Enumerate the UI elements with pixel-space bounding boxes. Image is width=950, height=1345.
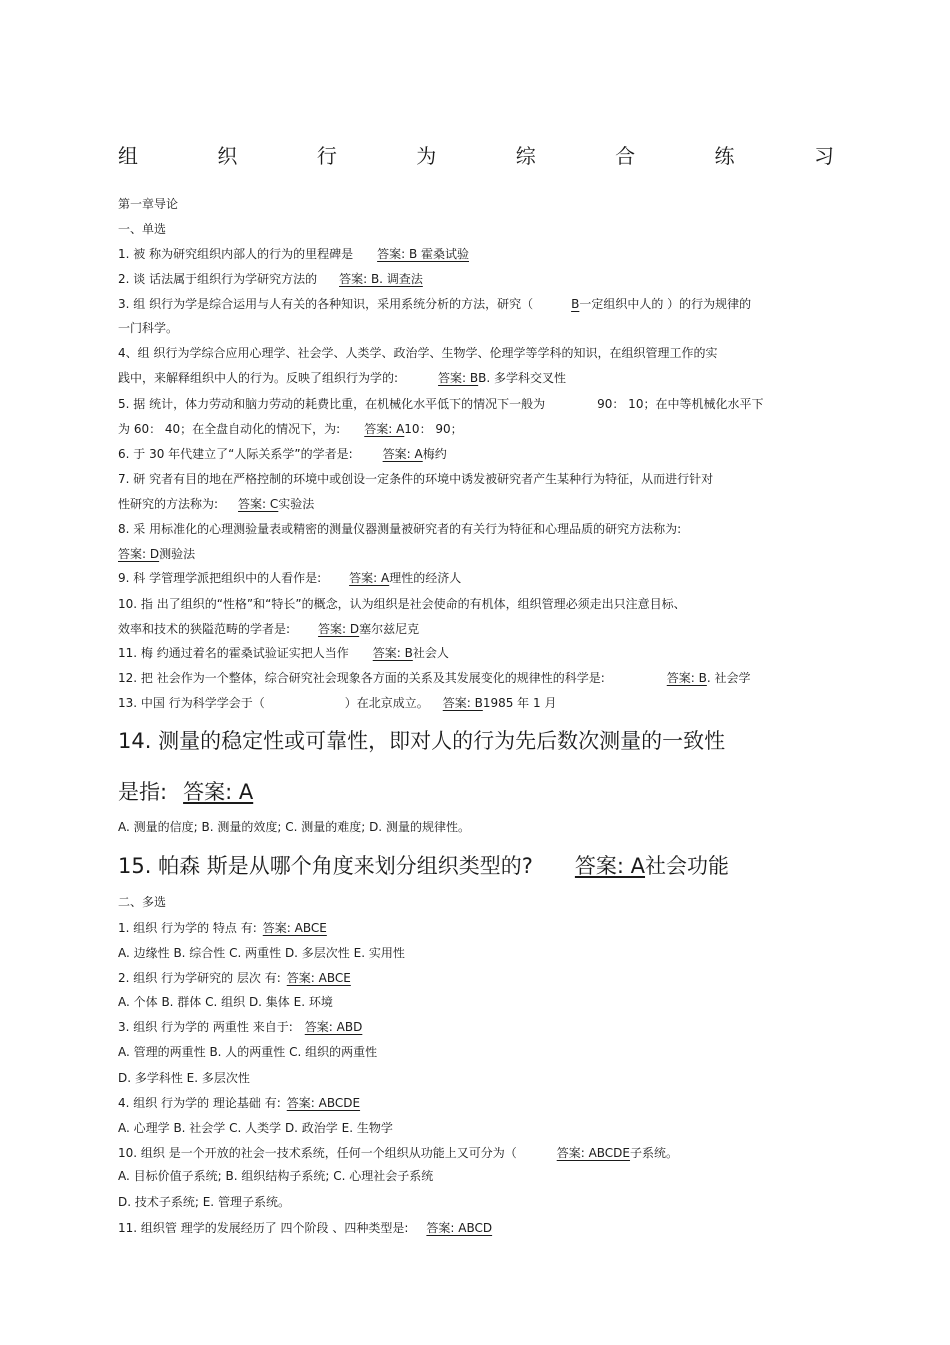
answer: 答案: ABCDE [286,1096,361,1110]
title-char: 织 [217,144,238,168]
question-12: 12. 把 社会作为一个整体，综合研究社会现象各方面的关系及其发展变化的规律性的科学是: 答案: B. 社会学 [118,671,751,685]
answer: 答案: A [364,422,405,436]
question-5: 5. 据 统计，体力劳动和脑力劳动的耗费比重，在机械化水平低下的情况下一般为 90： 10；在中等机械化水平下 [118,397,764,411]
question-14: 14. 测量的稳定性或可靠性，即对人的行为先后数次测量的一致性 [118,729,726,753]
question-11: 11. 梅 约通过着名的霍桑试验证实把人当作 答案: B社会人 [118,646,449,660]
question-5-cont: 为 60： 40；在全盘自动化的情况下，为: 答案: A10： 90； [118,422,463,436]
answer: 答案: B [442,696,483,710]
multi-question-1-options: A. 边缘性 B. 综合性 C. 两重性 D. 多层次性 E. 实用性 [118,946,405,960]
question-8-cont: 答案: D测验法 [118,547,196,561]
question-14-cont: 是指: 答案: A [118,780,254,804]
title-char: 为 [416,144,437,168]
question-4-cont: 践中，来解释组织中人的行为。反映了组织行为学的: 答案: BB. 多学科交叉性 [118,371,567,385]
answer: 答案: ABCE [262,921,327,935]
title-char: 练 [714,144,735,168]
multi-question-11: 11. 组织管 理学的发展经历了 四个阶段 、四种类型是: 答案: ABCD [118,1221,493,1235]
answer: 答案: B [438,371,479,385]
answer: 答案: ABCE [286,971,351,985]
multi-question-3-options: A. 管理的两重性 B. 人的两重性 C. 组织的两重性 [118,1045,378,1059]
title-char: 组 [118,144,138,168]
question-4: 4、组 织行为学综合应用心理学、社会学、人类学、政治学、生物学、伦理学等学科的知识，在组织管理工作的实 [118,346,718,360]
question-8: 8. 采 用标准化的心理测验量表或精密的测量仪器测量被研究者的有关行为特征和心理品质的研究方法称为: [118,522,682,536]
answer: 答案: A [574,854,646,878]
multi-question-10-options-2: D. 技术子系统; E. 管理子系统。 [118,1195,290,1209]
question-3: 3. 组 织行为学是综合运用与人有关的各种知识，采用系统分析的方法，研究（ B一定组织中人的 ）的行为规律的 [118,297,752,311]
answer: 答案: A [382,447,423,461]
multi-question-10-options: A. 目标价值子系统; B. 组织结构子系统; C. 心理社会子系统 [118,1169,434,1183]
question-10-cont: 效率和技术的狭隘范畴的学者是: 答案: D塞尔兹尼克 [118,622,420,636]
question-15: 15. 帕森 斯是从哪个角度来划分组织类型的? 答案: A社会功能 [118,854,730,878]
question-13: 13. 中国 行为科学学会于（ ）在北京成立。 答案: B1985 年 1 月 [118,696,557,710]
section-multiple-choice: 二、多选 [118,895,167,909]
multi-question-1: 1. 组织 行为学的 特点 有: 答案: ABCE [118,921,327,935]
chapter-heading: 第一章导论 [118,197,179,211]
question-2: 2. 谈 话法属于组织行为学研究方法的 答案: B. 调查法 [118,272,423,286]
title-char: 行 [316,144,337,168]
answer: 答案: B [666,671,707,685]
question-14-options: A. 测量的信度; B. 测量的效度; C. 测量的难度; D. 测量的规律性。 [118,820,470,834]
question-7-cont: 性研究的方法称为: 答案: C实验法 [118,497,315,511]
question-3-cont: 一门科学。 [118,321,179,335]
multi-question-2-options: A. 个体 B. 群体 C. 组织 D. 集体 E. 环境 [118,995,333,1009]
answer: 答案: ABCD [426,1221,493,1235]
multi-question-10: 10. 组织 是一个开放的社会一技术系统，任何一个组织从功能上又可分为（ 答案: ABCDE子系统。 [118,1146,679,1160]
question-10: 10. 指 出了组织的“性格”和“特长”的概念，认为组织是社会使命的有机体，组织管理必须走出只注意目标、 [118,597,686,611]
answer: 答案: A [183,780,254,804]
question-6: 6. 于 30 年代建立了“人际关系学”的学者是: 答案: A梅约 [118,447,447,461]
answer: B [571,297,580,311]
answer: 答案: B. 调查法 [339,272,423,286]
answer: 答案: C [238,497,279,511]
title-char: 合 [615,144,636,168]
answer: 答案: D [318,622,360,636]
answer: 答案: ABD [304,1020,363,1034]
document-title [118,140,834,169]
answer: 答案: D [118,547,160,561]
section-single-choice: 一、单选 [118,222,167,236]
multi-question-3-options-2: D. 多学科性 E. 多层次性 [118,1071,250,1085]
multi-question-4: 4. 组织 行为学的 理论基础 有: 答案: ABCDE [118,1096,361,1110]
multi-question-3: 3. 组织 行为学的 两重性 来自于: 答案: ABD [118,1020,363,1034]
answer: 答案: A [349,571,390,585]
question-1: 1. 被 称为研究组织内部人的行为的里程碑是 答案: B 霍桑试验 [118,247,469,261]
multi-question-2: 2. 组织 行为学研究的 层次 有: 答案: ABCE [118,971,351,985]
question-9: 9. 科 学管理学派把组织中的人看作是: 答案: A理性的经济人 [118,571,462,585]
title-char: 综 [515,144,536,168]
answer: 答案: B 霍桑试验 [377,247,469,261]
answer: 答案: B [372,646,413,660]
answer: 答案: ABCDE [556,1146,631,1160]
title-char: 习 [813,144,834,168]
multi-question-4-options: A. 心理学 B. 社会学 C. 人类学 D. 政治学 E. 生物学 [118,1121,393,1135]
question-7: 7. 研 究者有目的地在严格控制的环境中或创设一定条件的环境中诱发被研究者产生某种行为特征，从而进行针对 [118,472,714,486]
